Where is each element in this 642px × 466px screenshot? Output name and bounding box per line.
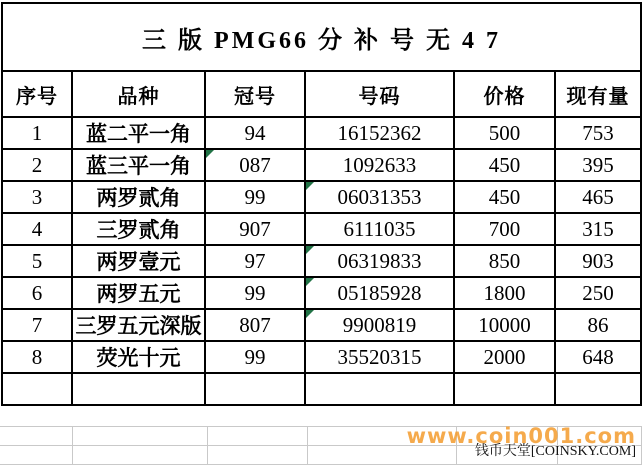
cell-empty xyxy=(305,373,454,405)
table-title: 三 版 PMG66 分 补 号 无 4 7 xyxy=(2,3,641,71)
cell-empty xyxy=(2,373,72,405)
cell-price: 2000 xyxy=(454,341,555,373)
cell-variety: 荧光十元 xyxy=(72,341,205,373)
cell-seq: 6 xyxy=(2,277,72,309)
watermark-credit-text: 钱币天堂[COINSKY.COM] xyxy=(474,444,636,459)
cell-variety: 蓝二平一角 xyxy=(72,117,205,149)
cell-prefix: 907 xyxy=(205,213,305,245)
cell-price: 850 xyxy=(454,245,555,277)
cell-stock: 250 xyxy=(555,277,641,309)
cell-seq: 7 xyxy=(2,309,72,341)
cell-variety: 两罗壹元 xyxy=(72,245,205,277)
cell-number: 6111035 xyxy=(305,213,454,245)
column-header-prefix: 冠号 xyxy=(205,71,305,117)
gridline-row xyxy=(0,446,641,465)
cell-seq: 2 xyxy=(2,149,72,181)
cell-stock: 648 xyxy=(555,341,641,373)
cell-prefix: 807 xyxy=(205,309,305,341)
cell-variety: 三罗贰角 xyxy=(72,213,205,245)
table-row xyxy=(2,117,641,149)
cell-price: 500 xyxy=(454,117,555,149)
cell-seq: 4 xyxy=(2,213,72,245)
column-header-variety: 品种 xyxy=(72,71,205,117)
cell-number: 05185928 xyxy=(305,277,454,309)
cell-variety: 三罗五元深版 xyxy=(72,309,205,341)
text-as-number-marker-icon xyxy=(206,150,214,158)
cell-empty xyxy=(454,373,555,405)
text-as-number-marker-icon xyxy=(306,310,314,318)
cell-empty xyxy=(555,373,641,405)
table-row xyxy=(2,277,641,309)
cell-number: 16152362 xyxy=(305,117,454,149)
header-row xyxy=(2,71,641,117)
cell-number: 06319833 xyxy=(305,245,454,277)
cell-seq: 5 xyxy=(2,245,72,277)
table-row xyxy=(2,245,641,277)
cell-variety: 蓝三平一角 xyxy=(72,149,205,181)
text-as-number-marker-icon xyxy=(306,246,314,254)
cell-stock: 315 xyxy=(555,213,641,245)
cell-variety: 两罗五元 xyxy=(72,277,205,309)
text-as-number-marker-icon xyxy=(306,182,314,190)
column-header-number: 号码 xyxy=(305,71,454,117)
cell-prefix: 97 xyxy=(205,245,305,277)
cell-prefix: 99 xyxy=(205,181,305,213)
spreadsheet-gridlines xyxy=(0,426,642,465)
cell-stock: 903 xyxy=(555,245,641,277)
column-header-stock: 现有量 xyxy=(555,71,641,117)
cell-variety: 两罗贰角 xyxy=(72,181,205,213)
cell-seq: 3 xyxy=(2,181,72,213)
cell-prefix: 99 xyxy=(205,341,305,373)
cell-prefix: 99 xyxy=(205,277,305,309)
table-row xyxy=(2,309,641,341)
table-row xyxy=(2,181,641,213)
cell-price: 700 xyxy=(454,213,555,245)
text-as-number-marker-icon xyxy=(306,278,314,286)
cell-stock: 86 xyxy=(555,309,641,341)
table-row xyxy=(2,149,641,181)
cell-price: 450 xyxy=(454,181,555,213)
cell-stock: 395 xyxy=(555,149,641,181)
cell-prefix: 94 xyxy=(205,117,305,149)
watermark-site-text: www.coin001.com xyxy=(406,424,636,448)
cell-number: 1092633 xyxy=(305,149,454,181)
cell-price: 450 xyxy=(454,149,555,181)
cell-seq: 1 xyxy=(2,117,72,149)
cell-number: 35520315 xyxy=(305,341,454,373)
cell-stock: 465 xyxy=(555,181,641,213)
column-header-price: 价格 xyxy=(454,71,555,117)
cell-price: 1800 xyxy=(454,277,555,309)
cell-empty xyxy=(205,373,305,405)
table-row xyxy=(2,341,641,373)
table-row xyxy=(2,213,641,245)
empty-table-row xyxy=(2,373,641,405)
banknote-price-table xyxy=(1,2,642,406)
cell-prefix: 087 xyxy=(205,149,305,181)
cell-stock: 753 xyxy=(555,117,641,149)
gridline-row xyxy=(0,427,641,446)
column-header-seq: 序号 xyxy=(2,71,72,117)
cell-price: 10000 xyxy=(454,309,555,341)
title-row xyxy=(2,3,641,71)
cell-number: 9900819 xyxy=(305,309,454,341)
cell-number: 06031353 xyxy=(305,181,454,213)
cell-empty xyxy=(72,373,205,405)
cell-seq: 8 xyxy=(2,341,72,373)
